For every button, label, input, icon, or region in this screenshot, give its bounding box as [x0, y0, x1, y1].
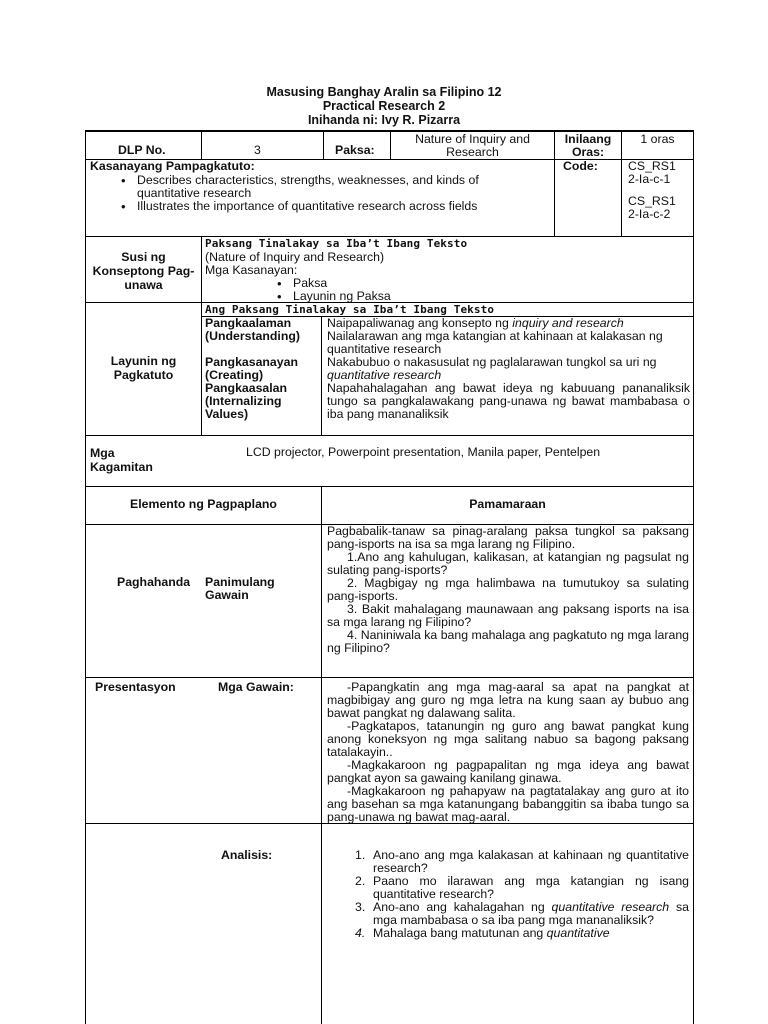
panimulang-gawain-label: Panimulang Gawain — [205, 575, 275, 602]
pangkasanayan-label: Pangkasanayan (Creating) — [205, 355, 298, 382]
susi-line-1: (Nature of Inquiry and Research) — [205, 250, 385, 264]
pamamaraan-header: Pamamaraan — [469, 497, 546, 511]
paksa-value: Nature of Inquiry and Research — [415, 132, 530, 159]
code-2: CS_RS1 2-Ia-c-2 — [628, 194, 676, 221]
code-1: CS_RS1 2-Ia-c-1 — [628, 159, 676, 186]
layunin-label: Layunin ng Pagkatuto — [110, 354, 177, 382]
pangkaasalan-text: Napahahalagahan ang bawat ideya ng kabuuang pananaliksik tungo sa pangkalawakang pang-unawa ng bawat mambabasa o iba pang mananaliksik — [327, 381, 690, 421]
analisis-label: Analisis: — [221, 848, 273, 862]
kasanayan-list — [137, 174, 527, 213]
presentasyon-label: Presentasyon — [95, 680, 176, 694]
list-item: 3. Ano-ano ang kahalagahan ng quantitative research sa mga mambabasa o sa iba pang mga mananaliksik? — [355, 900, 690, 927]
presentasyon-content: -Papangkatin ang mga mag-aaral sa apat na pangkat at magbibigay ang guro ng mga letra na kung saan ay bubuo ang bawat pangkat ng dalawang salita. -Pagkatapos, tatanungin ng guro ang bawat pangkat kung anong koneksyon ng mga salitang nabuo sa bagong paksang tatalakayin.. -Magkakaroon ng pagpapalitan ng mga ideya ang bawat pangkat ayon sa gawaing kanilang ginawa. -Magkakaroon ng pahapyaw na pagtatalakay ang guro at ito ang basehan sa mga katanungang babanggitin sa ibaba tungo sa pang-unawa ng bawat mag-aaral. — [327, 680, 689, 824]
list-item: • Paksa — [293, 277, 391, 290]
susi-list — [293, 277, 391, 303]
list-item: 2. Paano mo ilarawan ang mga katangian ng isang quantitative research? — [355, 874, 689, 901]
list-item: 1. Ano-ano ang mga kalakasan at kahinaan ng quantitative research? — [355, 848, 689, 875]
paghahanda-label: Paghahanda — [117, 575, 191, 589]
mga-gawain-label: Mga Gawain: — [218, 680, 294, 694]
kagamitan-label: Mga Kagamitan — [90, 446, 153, 474]
oras-value: 1 oras — [640, 132, 675, 146]
list-item: • Illustrates the importance of quantitative research across fields — [137, 200, 527, 213]
analisis-list — [355, 848, 690, 940]
pangkaasalan-label: Pangkaasalan (Internalizing Values) — [205, 381, 288, 421]
dlp-label: DLP No. — [118, 143, 166, 157]
susi-label: Susi ng Konseptong Pag-unawa — [92, 250, 195, 292]
paghahanda-content: Pagbabalik-tanaw sa pinag-aralang paksa tungkol sa paksang pang-isports na isa sa mga larang ng Filipino. 1.Ano ang kahulugan, kalikasan, at katangian ng pagsulat ng sulating pang-isports? 2. Magbigay ng mga halimbawa na tumutukoy sa sulating pang-isports. 3. Bakit mahalagang maunawaan ang paksang isports na isa sa mga larang ng Filipino? 4. Naniniwala ka bang mahalaga ang pagkatuto ng mga larang ng Filipino? — [327, 524, 689, 655]
document-title: Masusing Banghay Aralin sa Filipino 12 — [266, 85, 502, 99]
dlp-value: 3 — [254, 143, 261, 157]
list-item: • Describes characteristics, strengths, weaknesses, and kinds of quantitative research — [137, 174, 527, 200]
kasanayan-label: Kasanayang Pampagkatuto: — [90, 159, 255, 173]
susi-heading: Paksang Tinalakay sa Iba’t Ibang Teksto — [205, 237, 468, 250]
document-author: Inihanda ni: Ivy R. Pizarra — [307, 113, 461, 127]
list-item: • Layunin ng Paksa — [293, 290, 391, 303]
layunin-heading: Ang Paksang Tinalakay sa Iba’t Ibang Teksto — [205, 303, 495, 316]
susi-line-2: Mga Kasanayan: — [205, 263, 298, 277]
list-item: 4. Mahalaga bang matutunan ang quantitative — [355, 926, 610, 940]
pangkaalaman-text: Naipapaliwanag ang konsepto ng inquiry and research Nailalarawan ang mga katangian at kahinaan at kalakasan ng quantitative research — [327, 316, 663, 356]
pangkasanayan-text: Nakabubuo o nakasusulat ng paglalarawan tungkol sa uri ng quantitative research — [327, 355, 657, 382]
pangkaalaman-label: Pangkaalaman (Understanding) — [205, 316, 300, 343]
paksa-label: Paksa: — [335, 143, 375, 157]
kagamitan-value: LCD projector, Powerpoint presentation, Manila paper, Pentelpen — [246, 445, 601, 459]
code-label: Code: — [563, 159, 598, 173]
inilaang-oras-label: Inilaang Oras: — [564, 132, 612, 159]
document-subtitle: Practical Research 2 — [322, 99, 446, 113]
elemento-header: Elemento ng Pagpaplano — [130, 497, 277, 511]
